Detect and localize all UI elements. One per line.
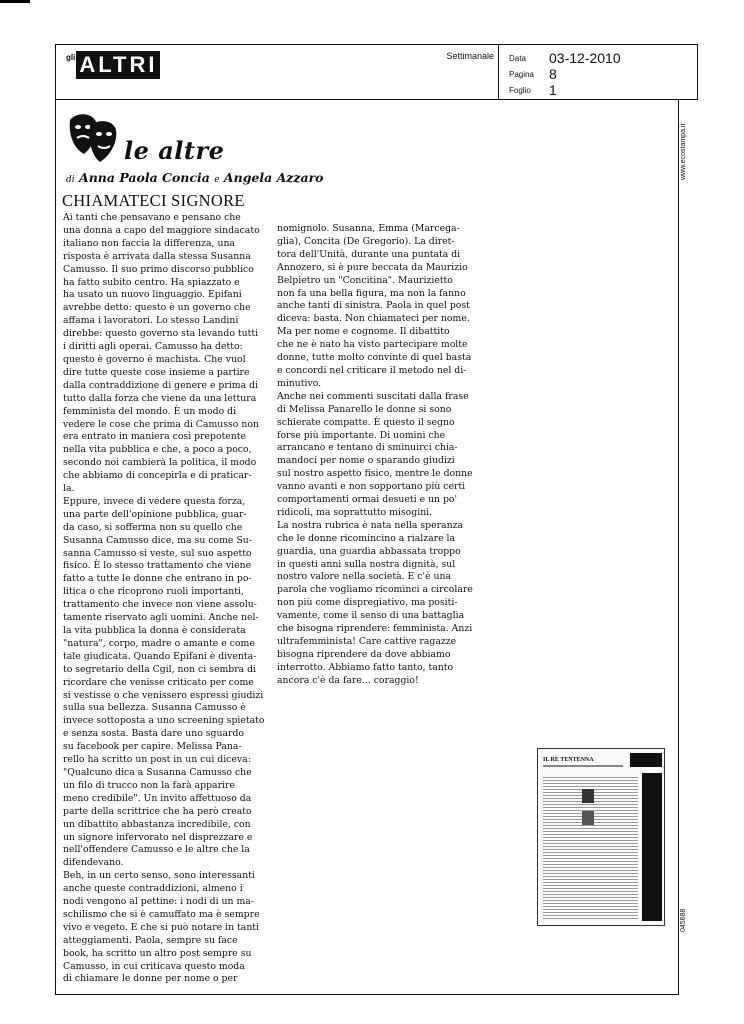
article-column-1: Ai tanti che pensavano e pensano che una donna a capo del maggiore sindacato italiano non faccia la differenza, una risposta è arrivata dalla stessa Susanna Camusso. Il suo primo discorso pubblico ha fatto subito centro. Ha spiazzato e ha usato un nuovo linguaggio. Epifani avrebbe detto: questo è un governo che affama i lavoratori. Lo stesso Landini direbbe: questo governo sta levando tutti i diritti agli operai. Camusso ha detto: questo è governo è machista. Che vuol dire tutte queste cose insieme a partire dalla contraddizione di genere e prima di tutto dalla forza che viene da una lettura femminista del mondo. È un modo di vedere le cose che prima di Camusso non era entrato in maniera così prepotente nella vita pubblica e che, a poco a poco, secondo noi cambierà la politica, il modo che abbiamo di concepirla e di praticar- la. Eppure, invece di vedere questa forza, una parte dell'opinione pubblica, guar- da caso, si sofferma non su quello che Susanna Camusso dice, ma su come Su- sanna Camusso si veste, sul suo aspetto fisico. È lo stesso trattamento che viene fatto a tutte le donne che entrano in po- litica o che ricoprono ruoli importanti, trattamento che invece non viene assolu- tamente riservato agli uomini. Anche nel- la vita pubblica la donna è considerata "natura", corpo, madre o amante e come tale giudicata. Quando Epifani è diventa- to segretario della Cgil, non ci sembra di ricordare che venisse criticato per come si vestisse o che venissero espressi giudizi sulla sua bellezza. Susanna Camusso è invece sottoposta a uno screening spietato e senza sosta. Basta dare uno sguardo su facebook per capire. Melissa Pana- rello ha scritto un post in un cui diceva: "Qualcuno dica a Susanna Camusso che un filo di trucco non la farà apparire meno credibile". Un invito affettuoso da parte della scrittrice che ha però creato un dibattito abbastanza incredibile, con un signore infervorato nel disprezzare e nell'offendere Camusso e le altre che la difendevano. Beh, in un certo senso, sono interessanti anche queste contraddizioni, almeno i nodi vengono al pettine: i nodi di un ma- schilismo che si è camuffato ma è sempre vivo e vegeto. E che si può notare in tanti atteggiamenti. Paola, sempre su face book, ha scritto un altro post sempre su Camusso, in cui criticava questo moda di chiamare le donne per nome o per bbox=[63, 212, 265, 985]
page-row bbox=[509, 66, 557, 82]
page-thumbnail bbox=[537, 748, 665, 926]
thumbnail-logo-block bbox=[630, 753, 662, 767]
meta-box bbox=[499, 44, 698, 100]
author-2: Angela Azzaro bbox=[223, 170, 324, 185]
thumbnail-strip bbox=[642, 773, 662, 921]
theatre-masks-icon bbox=[66, 112, 120, 164]
author-1: Anna Paola Concia bbox=[79, 170, 210, 185]
date-label: Data bbox=[509, 53, 526, 63]
sheet-row bbox=[509, 82, 557, 98]
thumbnail-photo bbox=[582, 811, 594, 825]
publication-logo bbox=[66, 51, 160, 79]
rubric-title: le altre bbox=[124, 136, 225, 165]
thumbnail-subline bbox=[543, 765, 623, 767]
side-code: 045688 bbox=[680, 908, 687, 932]
page-label: Pagina bbox=[509, 69, 534, 79]
logo-prefix: gli bbox=[66, 53, 76, 62]
date-row bbox=[509, 50, 621, 66]
periodicity: Settimanale bbox=[446, 51, 494, 61]
page-value: 8 bbox=[549, 66, 557, 82]
corner-mark bbox=[0, 0, 30, 3]
sheet-value: 1 bbox=[549, 82, 557, 98]
byline bbox=[66, 170, 324, 185]
sheet-label: Foglio bbox=[509, 85, 531, 95]
side-url: www.ecostampa.it bbox=[680, 123, 687, 180]
thumbnail-photo bbox=[582, 789, 594, 803]
thumbnail-headline: IL RE TENTENNA bbox=[543, 757, 594, 763]
date-value: 03-12-2010 bbox=[549, 50, 621, 66]
article-column-2: nomignolo. Susanna, Emma (Marcega- glia), Concita (De Gregorio). La diret- tora dell'Unità, durante una puntata di Annozero, si è pure beccata da Maurizio Belpietro un "Concitina". Maurizietto non fa una bella figura, ma non la fanno anche tanti di sinistra. Paola in quel post diceva: basta. Non chiamateci per nome. Ma per nome e cognome. Il dibattito che ne è nato ha visto partecipare molte donne, tutte molto convinte di quel basta e concordi nel criticare il metodo nel di- minutivo. Anche nei commenti suscitati dalla frase di Melissa Panarello le donne si sono schierate compatte. È questo il segno forse più importante. Di uomini che arrancano e tentano di sminuirci chia- mandoci per nome o sparando giudizi sul nostro aspetto fisico, mentre le donne vanno avanti e non sopportano più certi comportamenti ormai desueti e un po' ridicoli, ma soprattutto misogini. La nostra rubrica è nata nella speranza che le donne ricomincino a rialzare la guardia, una guardia abbassata troppo in questi anni sulla nostra dignità, sul nostro valore nella società. E c'è una parola che vogliamo ricominci a circolare non più come dispregiativo, ma positi- vamente, come il senso di una battaglia che bisogna riprendere: femminista. Anzi ultrafemminista! Care cattive ragazze bisogna riprendere da dove abbiamo interrotto. Abbiamo fatto tanto, tanto ancora c'è da fare... coraggio! bbox=[277, 223, 473, 686]
header-box bbox=[55, 44, 499, 100]
article-title: CHIAMATECI SIGNORE bbox=[62, 191, 245, 210]
byline-di: di bbox=[66, 175, 75, 185]
logo-main: ALTRI bbox=[76, 51, 160, 79]
byline-e: e bbox=[214, 175, 220, 185]
